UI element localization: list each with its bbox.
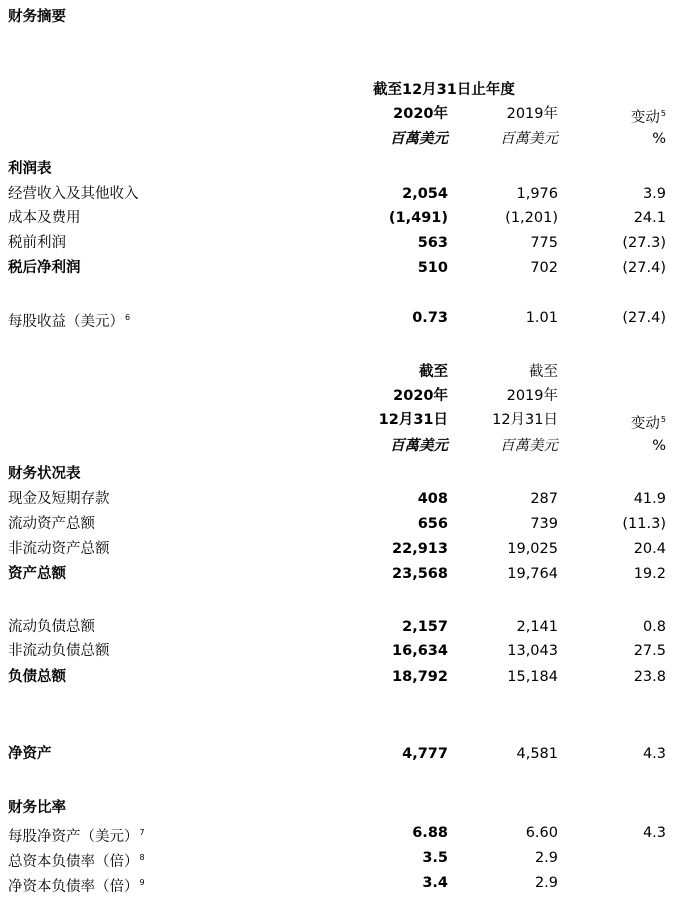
value-2019: 4,581 (516, 746, 558, 762)
value-2019: 2.9 (534, 850, 558, 866)
row-label: 经营收入及其他收入 (8, 186, 139, 202)
value-change: (27.4) (622, 310, 666, 326)
value-2020: 3.5 (422, 850, 448, 866)
value-2019: 19,025 (507, 541, 558, 557)
value-2020: 2,157 (402, 619, 448, 635)
value-2019: 775 (530, 235, 558, 251)
value-change: 24.1 (633, 210, 666, 226)
value-2020: 510 (417, 260, 448, 276)
value-2019: 6.60 (525, 825, 558, 841)
period-header: 截至12月31日止年度 (373, 82, 515, 98)
col-2019-header: 2019年 (506, 106, 558, 122)
row-label: 流动负债总额 (8, 619, 95, 635)
row-label: 每股净资产（美元）$^7$ (8, 828, 145, 845)
pct-header: % (652, 438, 666, 454)
value-change: 20.4 (633, 541, 666, 557)
row-label: 资产总额 (8, 566, 66, 582)
section-heading-ratios: 财务比率 (8, 800, 66, 816)
value-change: 27.5 (633, 643, 666, 659)
footnote-marker: 8 (139, 853, 145, 862)
unit-2020: 百萬美元 (390, 438, 448, 454)
unit-2019: 百萬美元 (500, 438, 558, 454)
value-change: 4.3 (642, 746, 666, 762)
row-label: 净资本负债率（倍）$^9$ (8, 878, 145, 895)
change-footnote: 5 (660, 109, 666, 118)
row-label: 非流动负债总额 (8, 643, 110, 659)
value-change: (11.3) (622, 516, 666, 532)
footnote-marker: 7 (139, 828, 145, 837)
value-2020: 563 (417, 235, 448, 251)
value-2020: 408 (417, 491, 448, 507)
date-2019: 12月31日 (492, 412, 558, 428)
value-2020: 4,777 (402, 746, 448, 762)
value-change: 19.2 (633, 566, 666, 582)
row-label: 净资产 (8, 746, 52, 762)
as-at-2020: 截至 (419, 364, 448, 380)
value-2019: 702 (530, 260, 558, 276)
value-change: 4.3 (642, 825, 666, 841)
value-2019: 13,043 (507, 643, 558, 659)
value-2019: 2.9 (534, 875, 558, 891)
col-2020-header: 2020年 (393, 106, 448, 122)
value-2019: 1,976 (516, 186, 558, 202)
row-label: 总资本负债率（倍）$^8$ (8, 853, 145, 870)
date-2020: 12月31日 (378, 412, 448, 428)
row-label: 流动资产总额 (8, 516, 95, 532)
footnote-marker: 6 (125, 313, 131, 322)
value-2020: 6.88 (412, 825, 448, 841)
row-label: 税前利润 (8, 235, 66, 251)
value-change: 3.9 (642, 186, 666, 202)
row-label: 非流动资产总额 (8, 541, 110, 557)
value-2020: 656 (417, 516, 448, 532)
section-heading-balance: 财务状况表 (8, 466, 81, 482)
value-change: 0.8 (642, 619, 666, 635)
value-change: 23.8 (633, 669, 666, 685)
value-2020: 23,568 (392, 566, 448, 582)
value-2019: 2,141 (516, 619, 558, 635)
value-2020: (1,491) (388, 210, 448, 226)
value-2020: 3.4 (422, 875, 448, 891)
change-header: 变动$^5$ (630, 415, 666, 432)
as-at-2019: 截至 (529, 364, 558, 380)
change-footnote: 5 (660, 415, 666, 424)
value-2019: 15,184 (507, 669, 558, 685)
value-2020: 0.73 (412, 310, 448, 326)
value-2019: 739 (530, 516, 558, 532)
unit-2020: 百萬美元 (390, 131, 448, 147)
year-2020: 2020年 (393, 388, 448, 404)
page-title: 财务摘要 (8, 9, 66, 25)
value-2019: 287 (530, 491, 558, 507)
footnote-marker: 9 (139, 878, 145, 887)
value-2020: 2,054 (402, 186, 448, 202)
value-2019: 19,764 (507, 566, 558, 582)
value-2019: 1.01 (525, 310, 558, 326)
section-heading-income: 利润表 (8, 161, 52, 177)
row-label: 成本及费用 (8, 210, 81, 226)
row-label: 现金及短期存款 (8, 491, 110, 507)
row-label: 税后净利润 (8, 260, 81, 276)
eps-label: 每股收益（美元）$^6$ (8, 313, 131, 330)
value-2019: (1,201) (505, 210, 558, 226)
change-header: 变动$^5$ (630, 109, 666, 126)
value-2020: 22,913 (392, 541, 448, 557)
row-label: 负债总额 (8, 669, 66, 685)
value-change: (27.3) (622, 235, 666, 251)
year-2019: 2019年 (506, 388, 558, 404)
value-2020: 16,634 (392, 643, 448, 659)
value-change: (27.4) (622, 260, 666, 276)
unit-2019: 百萬美元 (500, 131, 558, 147)
value-change: 41.9 (633, 491, 666, 507)
value-2020: 18,792 (392, 669, 448, 685)
pct-header: % (652, 131, 666, 147)
